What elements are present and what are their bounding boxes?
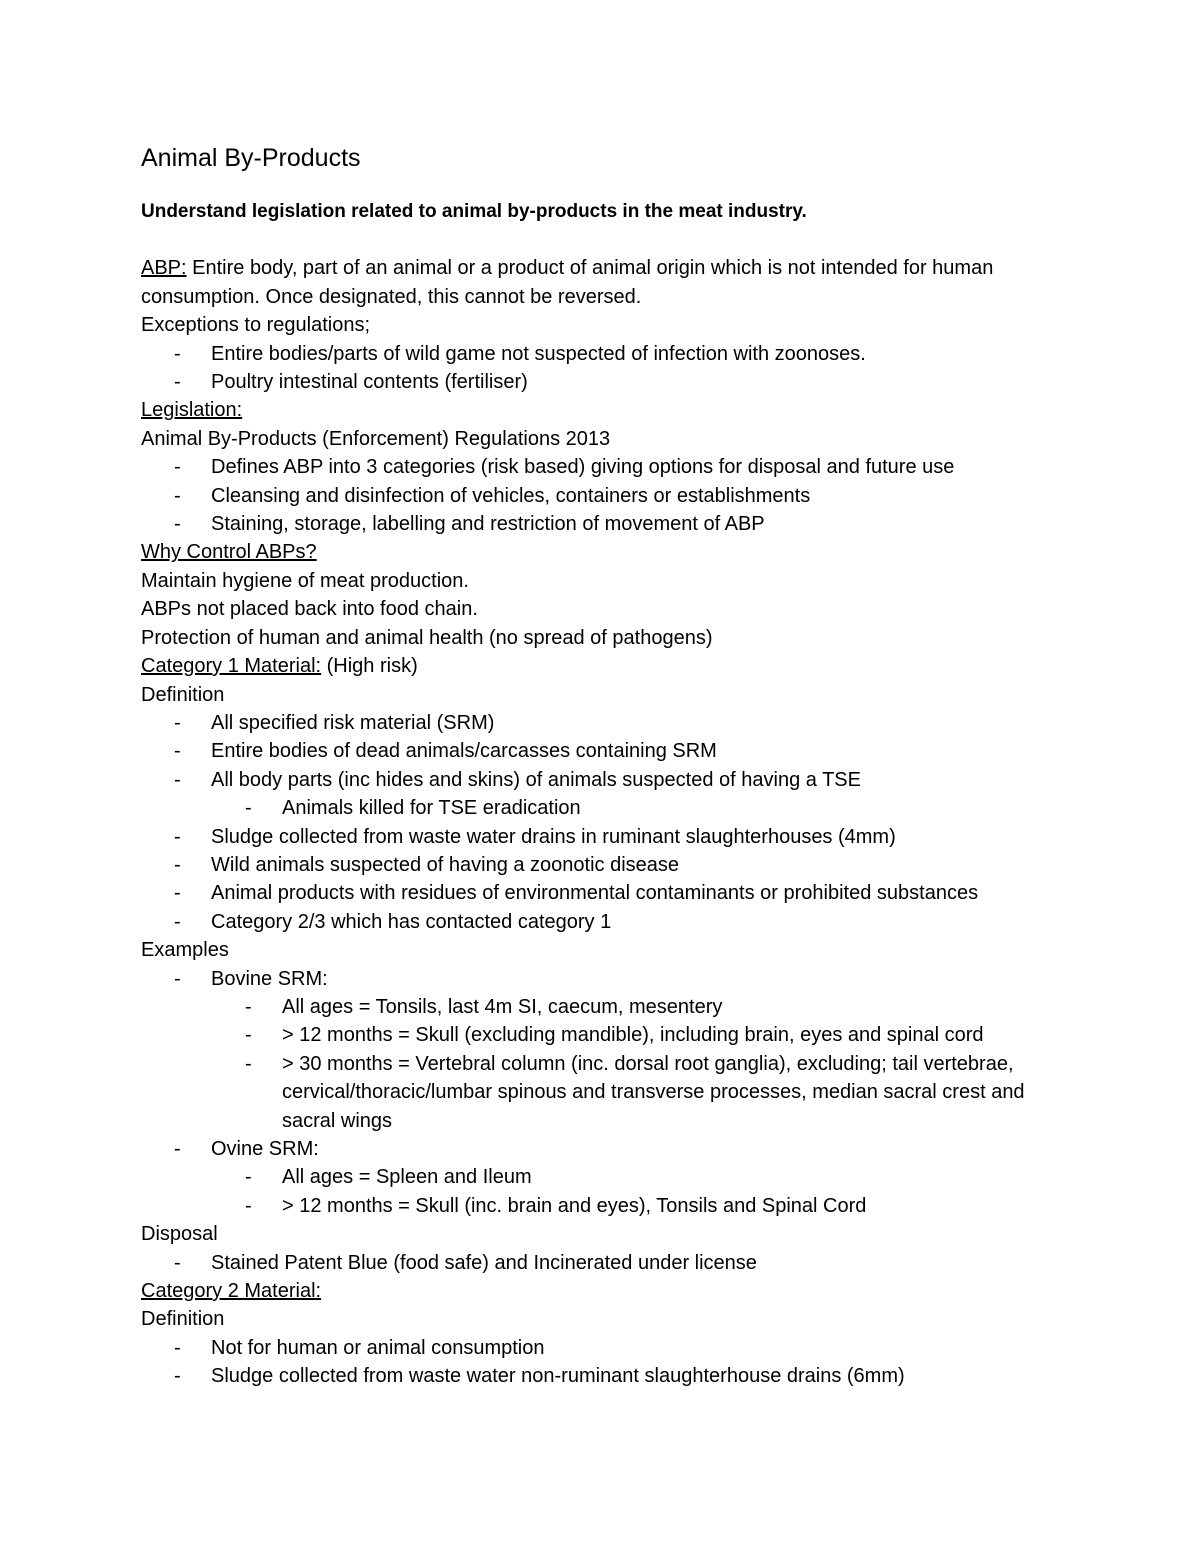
dash-bullet: - bbox=[174, 1336, 181, 1359]
list-item bbox=[141, 510, 1061, 538]
learning-objective: Understand legislation related to animal by-products in the meat industry. bbox=[141, 201, 807, 222]
dash-bullet: - bbox=[174, 768, 181, 791]
exceptions-heading: Exceptions to regulations; bbox=[141, 314, 371, 337]
abp-label: ABP: bbox=[141, 257, 187, 280]
sub-list-item bbox=[141, 794, 1061, 822]
list-item bbox=[141, 453, 1061, 481]
list-item-text: Entire bodies of dead animals/carcasses containing SRM bbox=[211, 740, 717, 763]
list-item bbox=[141, 965, 1061, 993]
list-item bbox=[141, 908, 1061, 936]
why-line: Protection of human and animal health (no spread of pathogens) bbox=[141, 626, 713, 649]
sub-list-item bbox=[141, 1163, 1061, 1191]
why-heading: Why Control ABPs? bbox=[141, 541, 317, 564]
list-item bbox=[141, 1249, 1061, 1277]
list-item-text: Staining, storage, labelling and restriction of movement of ABP bbox=[211, 513, 765, 536]
list-item bbox=[141, 851, 1061, 879]
cat1-disposal-label: Disposal bbox=[141, 1223, 218, 1246]
dash-bullet: - bbox=[174, 740, 181, 763]
dash-bullet: - bbox=[174, 371, 181, 394]
cat1-definition-label: Definition bbox=[141, 683, 225, 706]
dash-bullet: - bbox=[174, 853, 181, 876]
dash-bullet: - bbox=[174, 882, 181, 905]
list-item-text: Ovine SRM: bbox=[211, 1138, 319, 1160]
list-item bbox=[141, 368, 1061, 396]
list-item-text: All specified risk material (SRM) bbox=[211, 711, 495, 734]
why-line: ABPs not placed back into food chain. bbox=[141, 598, 478, 621]
list-item-text: > 30 months = Vertebral column (inc. dorsal root ganglia), excluding; tail vertebrae, cervical/thoracic/lumbar spinous and transverse processes, median sacral crest and sacral wings bbox=[282, 1052, 1025, 1132]
list-item bbox=[141, 1135, 1061, 1163]
dash-bullet: - bbox=[174, 1251, 181, 1274]
list-item bbox=[141, 766, 1061, 794]
cat2-heading: Category 2 Material: bbox=[141, 1280, 322, 1303]
document-title: Animal By-Products bbox=[141, 144, 361, 172]
dash-bullet: - bbox=[174, 1138, 181, 1160]
dash-bullet: - bbox=[174, 1365, 181, 1388]
list-item bbox=[141, 709, 1061, 737]
abp-text: Entire body, part of an animal or a product of animal origin which is not intended for human consumption. Once designated, this cannot be reversed. bbox=[141, 257, 994, 308]
dash-bullet: - bbox=[174, 456, 181, 479]
dash-bullet: - bbox=[174, 825, 181, 848]
list-item-text: All body parts (inc hides and skins) of animals suspected of having a TSE bbox=[211, 768, 861, 791]
list-item-text: All ages = Tonsils, last 4m SI, caecum, mesentery bbox=[282, 995, 723, 1018]
list-item-text: Wild animals suspected of having a zoonotic disease bbox=[211, 853, 680, 876]
dash-bullet: - bbox=[245, 1194, 252, 1217]
list-item bbox=[141, 482, 1061, 510]
list-item-text: Defines ABP into 3 categories (risk based) giving options for disposal and future use bbox=[211, 456, 955, 479]
list-item bbox=[141, 340, 1061, 368]
dash-bullet: - bbox=[174, 342, 181, 365]
list-item bbox=[141, 823, 1061, 851]
why-line: Maintain hygiene of meat production. bbox=[141, 569, 469, 592]
dash-bullet: - bbox=[174, 484, 181, 507]
dash-bullet: - bbox=[174, 513, 181, 536]
list-item-text: All ages = Spleen and Ileum bbox=[282, 1166, 532, 1189]
abp-definition bbox=[141, 254, 1061, 311]
list-item bbox=[141, 879, 1061, 907]
dash-bullet: - bbox=[245, 995, 252, 1018]
list-item-text: Sludge collected from waste water non-ruminant slaughterhouse drains (6mm) bbox=[211, 1365, 905, 1388]
legislation-act: Animal By-Products (Enforcement) Regulations 2013 bbox=[141, 427, 611, 450]
sub-list-item bbox=[141, 1192, 1061, 1220]
list-item-text: Animal products with residues of environmental contaminants or prohibited substances bbox=[211, 882, 979, 905]
list-item-text: Cleansing and disinfection of vehicles, containers or establishments bbox=[211, 484, 811, 507]
list-item bbox=[141, 1334, 1061, 1362]
dash-bullet: - bbox=[174, 910, 181, 933]
dash-bullet: - bbox=[245, 1052, 252, 1075]
cat1-heading: Category 1 Material: bbox=[141, 655, 322, 678]
list-item-text: Poultry intestinal contents (fertiliser) bbox=[211, 371, 528, 394]
list-item-text: Entire bodies/parts of wild game not suspected of infection with zoonoses. bbox=[211, 342, 866, 365]
list-item-text: Stained Patent Blue (food safe) and Incinerated under license bbox=[211, 1251, 757, 1274]
list-item-text: Sludge collected from waste water drains in ruminant slaughterhouses (4mm) bbox=[211, 825, 896, 848]
list-item-text: Animals killed for TSE eradication bbox=[282, 797, 581, 820]
document-page bbox=[141, 138, 1061, 1391]
list-item bbox=[141, 737, 1061, 765]
dash-bullet: - bbox=[245, 797, 252, 820]
legislation-heading: Legislation: bbox=[141, 399, 243, 422]
sub-list-item bbox=[141, 1050, 1061, 1135]
list-item-text: Category 2/3 which has contacted category 1 bbox=[211, 910, 612, 933]
cat2-definition-label: Definition bbox=[141, 1308, 225, 1331]
sub-list-item bbox=[141, 993, 1061, 1021]
cat1-heading-line bbox=[141, 652, 1061, 680]
list-item-text: > 12 months = Skull (excluding mandible), including brain, eyes and spinal cord bbox=[282, 1024, 984, 1047]
dash-bullet: - bbox=[174, 711, 181, 734]
sub-list-item bbox=[141, 1021, 1061, 1049]
list-item-text: Bovine SRM: bbox=[211, 967, 328, 990]
dash-bullet: - bbox=[245, 1024, 252, 1047]
cat1-risk: (High risk) bbox=[321, 655, 418, 678]
dash-bullet: - bbox=[174, 967, 181, 990]
list-item bbox=[141, 1362, 1061, 1390]
list-item-text: Not for human or animal consumption bbox=[211, 1336, 545, 1359]
list-item-text: > 12 months = Skull (inc. brain and eyes), Tonsils and Spinal Cord bbox=[282, 1194, 867, 1217]
cat1-examples-label: Examples bbox=[141, 939, 229, 962]
dash-bullet: - bbox=[245, 1166, 252, 1189]
